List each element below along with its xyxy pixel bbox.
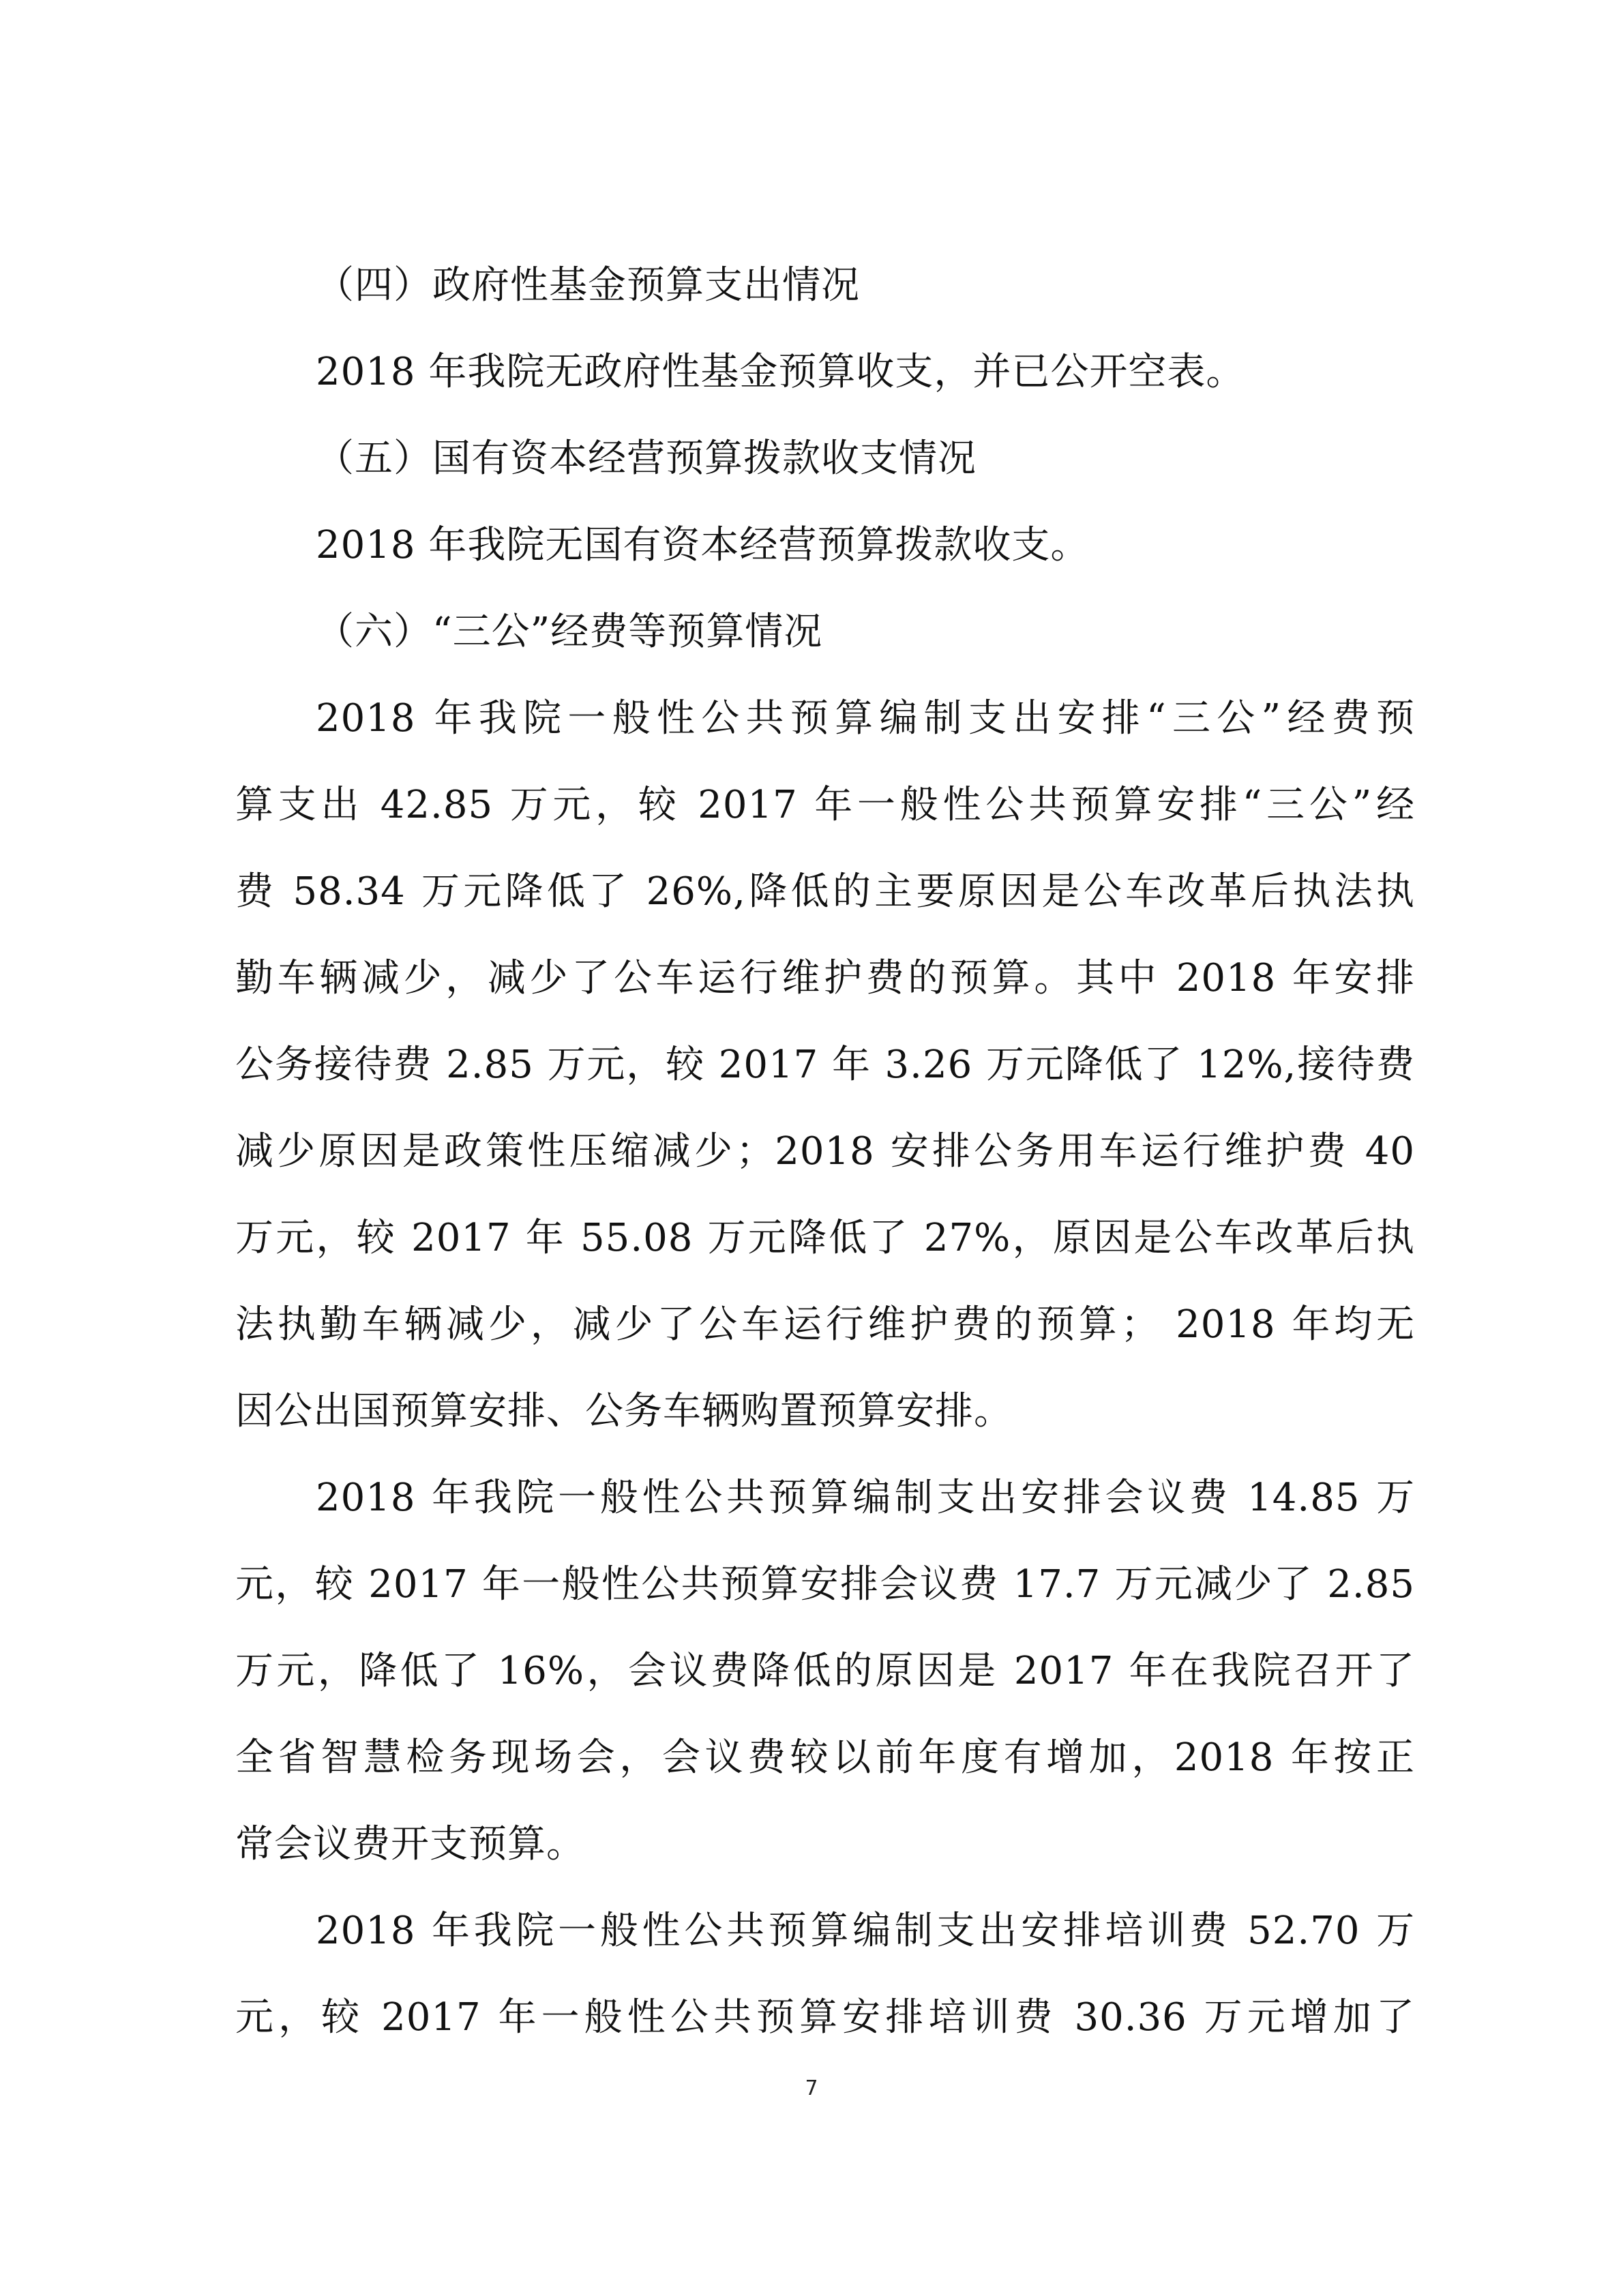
paragraph-line: 算支出 42.85 万元，较 2017 年一般性公共预算安排“三公”经: [235, 783, 1415, 827]
paragraph-line: 减少原因是政策性压缩减少；2018 安排公务用车运行维护费 40: [235, 1129, 1415, 1174]
paragraph-line: 2018 年我院一般性公共预算编制支出安排“三公”经费预: [316, 696, 1415, 741]
page-number: 7: [805, 2076, 818, 2100]
paragraph-line: 法执勤车辆减少，减少了公车运行维护费的预算； 2018 年均无: [235, 1302, 1415, 1347]
paragraph-line: 因公出国预算安排、公务车辆购置预算安排。: [235, 1389, 1013, 1433]
paragraph-line: 2018 年我院无政府性基金预算收支，并已公开空表。: [316, 350, 1245, 394]
paragraph-line: 万元，降低了 16%，会议费降低的原因是 2017 年在我院召开了: [235, 1649, 1415, 1693]
paragraph-line: 全省智慧检务现场会，会议费较以前年度有增加，2018 年按正: [235, 1735, 1415, 1780]
paragraph-line: 勤车辆减少，减少了公车运行维护费的预算。其中 2018 年安排: [235, 956, 1415, 1000]
section-heading-government-fund: （四）政府性基金预算支出情况: [316, 263, 860, 308]
paragraph-line: 2018 年我院一般性公共预算编制支出安排培训费 52.70 万: [316, 1909, 1415, 1953]
section-heading-three-public-expenses: （六）“三公”经费等预算情况: [316, 610, 823, 654]
paragraph-line: 万元，较 2017 年 55.08 万元降低了 27%，原因是公车改革后执: [235, 1216, 1415, 1260]
paragraph-line: 常会议费开支预算。: [235, 1822, 585, 1866]
paragraph-line: 公务接待费 2.85 万元，较 2017 年 3.26 万元降低了 12%,接待费: [235, 1043, 1415, 1087]
paragraph-line: 费 58.34 万元降低了 26%,降低的主要原因是公车改革后执法执: [235, 869, 1415, 914]
section-heading-state-capital: （五）国有资本经营预算拨款收支情况: [316, 436, 977, 481]
paragraph-line: 元，较 2017 年一般性公共预算安排会议费 17.7 万元减少了 2.85: [235, 1562, 1415, 1607]
paragraph-line: 2018 年我院无国有资本经营预算拨款收支。: [316, 523, 1090, 567]
paragraph-line: 元，较 2017 年一般性公共预算安排培训费 30.36 万元增加了: [235, 1995, 1415, 2040]
paragraph-line: 2018 年我院一般性公共预算编制支出安排会议费 14.85 万: [316, 1476, 1415, 1520]
document-body: [235, 242, 1415, 2061]
